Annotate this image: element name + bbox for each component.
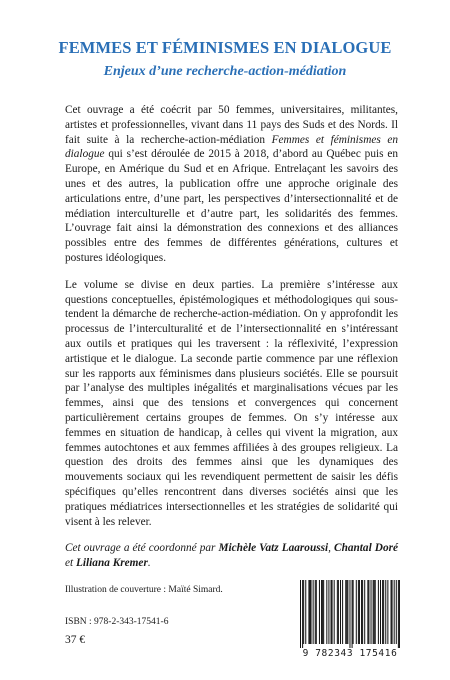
barcode-bar	[338, 580, 339, 644]
barcode-bar	[316, 580, 317, 644]
barcode-bar	[374, 580, 375, 644]
barcode-digits: 9 782343 175416	[302, 648, 398, 659]
barcode-bar	[364, 580, 365, 644]
barcode-bars	[300, 578, 400, 648]
barcode-bar	[380, 580, 381, 644]
barcode-bar	[382, 580, 383, 644]
barcode-bar	[371, 580, 372, 644]
barcode-bar	[321, 580, 322, 644]
barcode-bar	[323, 580, 324, 644]
barcode-bar	[300, 580, 301, 648]
barcode-bar	[340, 580, 341, 644]
price: 37 €	[65, 634, 86, 646]
barcode-bar	[396, 580, 397, 644]
barcode-bar	[392, 580, 393, 644]
barcode-bar	[332, 580, 333, 644]
barcode	[296, 578, 404, 668]
barcode-bar	[309, 580, 310, 644]
editor-name: Michèle Vatz Laaroussi	[218, 542, 329, 555]
barcode-bar	[367, 580, 368, 644]
barcode-bar	[358, 580, 359, 644]
barcode-bar	[319, 580, 320, 644]
barcode-bar	[331, 580, 332, 644]
cover-illustration-credit: Illustration de couverture : Maïté Simard.	[65, 585, 223, 595]
barcode-bar	[353, 580, 354, 644]
barcode-bar	[352, 580, 353, 648]
barcode-bar	[385, 580, 386, 644]
barcode-bar	[305, 580, 306, 644]
barcode-bar	[308, 580, 309, 644]
project-title: Femmes et féminismes en dialogue	[65, 133, 399, 161]
barcode-bar	[326, 580, 327, 644]
blurb	[65, 103, 398, 571]
barcode-bar	[383, 580, 384, 644]
barcode-bar	[334, 580, 335, 644]
barcode-bar	[346, 580, 347, 644]
barcode-bar	[322, 580, 323, 644]
blurb-paragraph-2: Le volume se divise en deux parties. La première s’intéresse aux questions conceptuelles, épistémologiques et méthodologiques qui sous-tendent la démarche de recherche-action-médiation. On y approfondit les processus de l’interculturalité et de l’intersectionnalité en s’intéressant aux outils et pratiques qui les traversent : la réflexivité, l’expression artistique et le dialogue. La seconde partie commence par une réflexion sur les rapports aux féminismes dans plusieurs sociétés. Elle se poursuit par l’analyse des multiples inégalités et marginalisations vécues par les femmes, ainsi que des tensions et convergences qui concernent particulièrement certains groupes de femmes. On s’y intéresse aux femmes en situation de handicap, à celles qui vivent la migration, aux femmes autochtones et aux femmes affiliées à des groupes religieux. La question des droits des femmes ainsi que les dynamiques des mouvements sociaux qui les revendiquent permettent de saisir les défis spécifiques qu’elles rencontrent dans diverses sociétés ainsi que les pratiques médiatrices intersectionnelles et les stratégies de solidarité qui visent à les relever.	[65, 278, 398, 528]
barcode-bar	[342, 580, 343, 644]
book-title: FEMMES ET FÉMINISMES EN DIALOGUE	[58, 38, 392, 57]
isbn: ISBN : 978-2-343-17541-6	[65, 617, 169, 627]
barcode-bar	[368, 580, 369, 644]
barcode-bar	[391, 580, 392, 644]
barcode-bar	[349, 580, 350, 648]
barcode-bar	[302, 580, 303, 648]
barcode-bar	[398, 580, 399, 648]
barcode-bar	[345, 580, 346, 644]
barcode-bar	[378, 580, 379, 644]
barcode-bar	[387, 580, 388, 644]
barcode-bar	[399, 580, 400, 648]
editor-name: Liliana Kremer	[75, 557, 148, 570]
barcode-bar	[373, 580, 374, 644]
barcode-bar	[362, 580, 363, 644]
barcode-bar	[359, 580, 360, 644]
barcode-bar	[375, 580, 376, 644]
book-subtitle: Enjeux d’une recherche-action-médiation	[103, 64, 347, 79]
barcode-bar	[315, 580, 316, 644]
barcode-bar	[356, 580, 357, 644]
editor-name: Chantal Doré	[334, 542, 398, 555]
barcode-bar	[361, 580, 362, 644]
coordinators-credit: Cet ouvrage a été coordonné par Michèle Vatz Laaroussi, Chantal Doré et Liliana Kremer.	[65, 542, 398, 570]
barcode-bar	[311, 580, 312, 644]
blurb-paragraph-1: Cet ouvrage a été coécrit par 50 femmes, universitaires, militantes, artistes et professionnelles, vivant dans 11 pays des Suds et des Nords. Il fait suite à la recherche-action-médiation Femmes et féminismes en dialogue qui s’est déroulée de 2015 à 2018, d’abord au Québec puis en Europe, en Amérique du Sud et en Afrique. Entrelaçant les savoirs des unes et des autres, la publication offre une approche originale des articulations entre, d’une part, les perspectives d’intersectionnalité et de médiation interculturelle et d’autre part, les solidarités des femmes. L’ouvrage fait ainsi la démonstration des connexions et des alliances possibles entre des femmes de différentes générations, cultures et postures idéologiques.	[65, 104, 399, 264]
barcode-bar	[303, 580, 304, 644]
barcode-bar	[313, 580, 314, 644]
barcode-bar	[347, 580, 348, 644]
barcode-bar	[337, 580, 338, 644]
barcode-bar	[328, 580, 329, 644]
barcode-bar	[394, 580, 395, 644]
